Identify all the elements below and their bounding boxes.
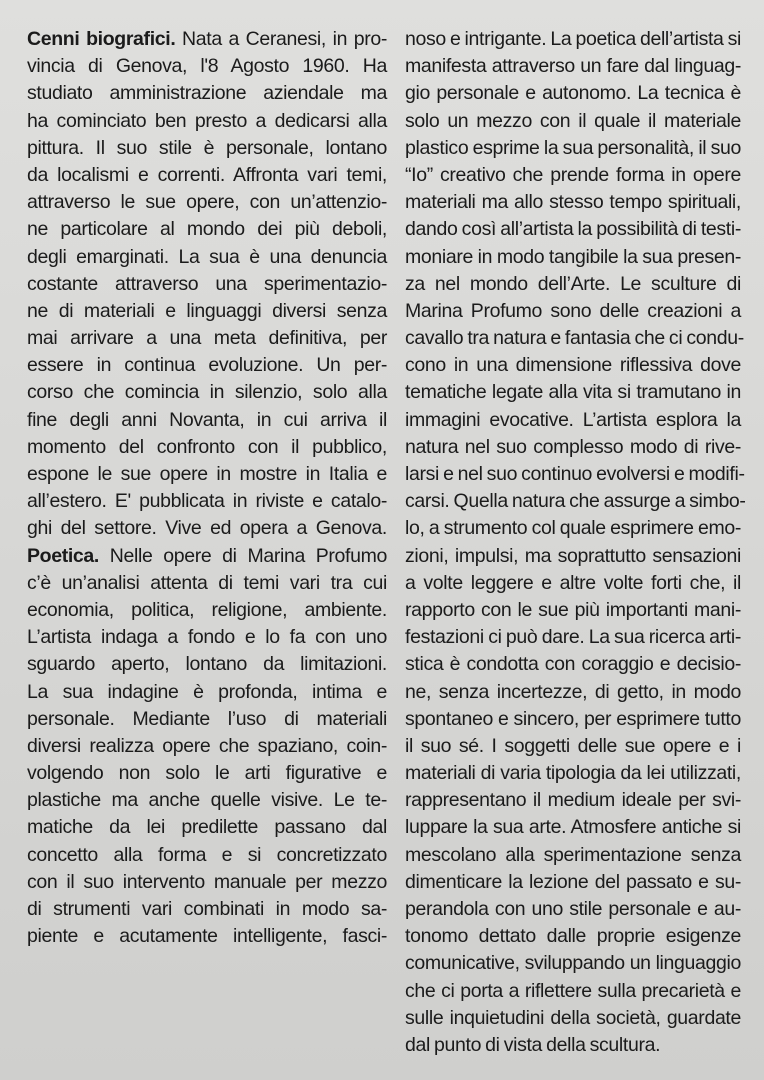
left-text-column	[27, 26, 387, 950]
section-heading-bio: Cenni biografici.	[27, 28, 176, 50]
text-line: costante attraverso una sperimentazio-	[27, 272, 387, 295]
text-line: La sua indagine è profonda, intima e	[27, 680, 387, 703]
text-line: lo, a strumento col quale esprimere emo-	[405, 517, 741, 540]
text-line: moniare in modo tangibile la sua presen-	[405, 245, 741, 268]
text-line: immagini evocative. L’artista esplora la	[405, 408, 741, 431]
text-line: plastiche ma anche quelle visive. Le te-	[27, 789, 387, 812]
section-heading-poetica: Poetica.	[27, 544, 99, 567]
text-line: Marina Profumo sono delle creazioni a	[405, 299, 741, 322]
text-line: rapporto con le sue più importanti mani-	[405, 598, 741, 621]
text-line: ghi del settore. Vive ed opera a Genova.	[27, 517, 387, 540]
text-line: L’artista indaga a fondo e lo fa con uno	[27, 626, 387, 649]
text-line: sguardo aperto, lontano da limitazioni.	[27, 653, 387, 676]
text-line	[27, 26, 387, 53]
text-line: a volte leggere e altre volte forti che, il	[405, 571, 741, 594]
text-line: noso e intrigante. La poetica dell’artista si	[405, 28, 741, 50]
text-line: di strumenti vari combinati in modo sa-	[27, 898, 387, 920]
text-line: solo un mezzo con il quale il materiale	[405, 109, 741, 132]
text-line: dimenticare la lezione del passato e su-	[405, 870, 741, 893]
text-line: stica è condotta con coraggio e decisio-	[405, 653, 741, 676]
text-line: degli emarginati. La sua è una denuncia	[27, 245, 387, 268]
text-line	[27, 543, 387, 570]
text-line: dal punto di vista della scultura.	[405, 1033, 661, 1056]
text-line: essere in continua evoluzione. Un per-	[27, 354, 387, 377]
text-line-content: Nata a Ceranesi, in pro-	[175, 28, 387, 50]
text-line: carsi. Quella natura che assurge a simbo-	[405, 490, 746, 513]
text-line: za nel mondo dell’Arte. Le sculture di	[405, 272, 741, 295]
text-line: da localismi e correnti. Affronta vari temi,	[27, 163, 387, 186]
text-line: mescolano alla sperimentazione senza	[405, 843, 741, 866]
text-line: il suo sé. I soggetti delle sue opere e i	[405, 734, 741, 757]
text-line: manifesta attraverso un fare dal linguag-	[405, 55, 741, 78]
text-line: che ci porta a riflettere sulla precarietà e	[405, 979, 741, 1002]
text-line: ha cominciato ben presto a dedicarsi alla	[27, 109, 387, 132]
text-line: ne di materiali e linguaggi diversi senza	[27, 299, 387, 322]
text-line: studiato amministrazione aziendale ma	[27, 82, 387, 105]
text-line: mai arrivare a una meta definitiva, per	[27, 327, 387, 350]
text-line: diversi realizza opere che spaziano, coin-	[27, 734, 387, 757]
right-text-column	[405, 26, 746, 1059]
text-line: natura nel suo complesso modo di rive-	[405, 435, 741, 458]
text-line: larsi e nel suo continuo evolversi e modifi-	[405, 463, 745, 485]
text-line: ne particolare al mondo dei più deboli,	[27, 218, 387, 241]
text-line: personale. Mediante l’uso di materiali	[27, 707, 387, 730]
text-line: zioni, impulsi, ma soprattutto sensazioni	[405, 544, 741, 567]
text-line: cono in una dimensione riflessiva dove	[405, 354, 741, 377]
text-line: espone le sue opere in mostre in Italia e	[27, 463, 387, 485]
text-line-content: Nelle opere di Marina Profumo	[98, 544, 387, 567]
text-line: corso che comincia in silenzio, solo alla	[27, 381, 387, 404]
text-line: vincia di Genova, l'8 Agosto 1960. Ha	[27, 55, 387, 78]
text-line: all’estero. E' pubblicata in riviste e catalo-	[27, 490, 387, 513]
text-line: tonomo dettato dalle proprie esigenze	[405, 925, 741, 948]
text-line: fine degli anni Novanta, in cui arriva il	[27, 408, 387, 431]
text-line: comunicative, sviluppando un linguaggio	[405, 952, 741, 975]
text-line: piente e acutamente intelligente, fasci-	[27, 925, 387, 948]
text-line: gio personale e autonomo. La tecnica è	[405, 82, 741, 105]
text-line: tematiche legate alla vita si tramutano in	[405, 381, 741, 404]
text-line: plastico esprime la sua personalità, il suo	[405, 136, 741, 159]
text-line: con il suo intervento manuale per mezzo	[27, 870, 387, 893]
text-line: materiali ma allo stesso tempo spirituali,	[405, 191, 741, 214]
text-line: dando così all’artista la possibilità di testi-	[405, 218, 741, 241]
text-line: volgendo non solo le arti figurative e	[27, 762, 387, 785]
text-line: materiali di varia tipologia da lei utilizzati,	[405, 762, 741, 785]
text-line: spontaneo e sincero, per esprimere tutto	[405, 707, 741, 730]
text-line: momento del confronto con il pubblico,	[27, 435, 387, 458]
text-line: concetto alla forma e si concretizzato	[27, 843, 387, 866]
text-line: ne, senza incertezze, di getto, in modo	[405, 680, 741, 703]
text-line: economia, politica, religione, ambiente.	[27, 598, 387, 621]
text-line: attraverso le sue opere, con un’attenzio-	[27, 191, 387, 214]
text-line: rappresentano il medium ideale per svi-	[405, 789, 741, 812]
text-line: matiche da lei predilette passano dal	[27, 816, 387, 839]
text-line: cavallo tra natura e fantasia che ci condu-	[405, 327, 744, 350]
text-line: c’è un’analisi attenta di temi vari tra cui	[27, 571, 387, 594]
text-line: luppare la sua arte. Atmosfere antiche si	[405, 816, 741, 839]
text-line: “Io” creativo che prende forma in opere	[405, 163, 741, 186]
text-line: festazioni ci può dare. La sua ricerca arti-	[405, 626, 741, 649]
text-line: perandola con uno stile personale e au-	[405, 898, 741, 920]
text-line: sulle inquietudini della società, guardate	[405, 1006, 741, 1029]
text-line: pittura. Il suo stile è personale, lontano	[27, 136, 387, 159]
